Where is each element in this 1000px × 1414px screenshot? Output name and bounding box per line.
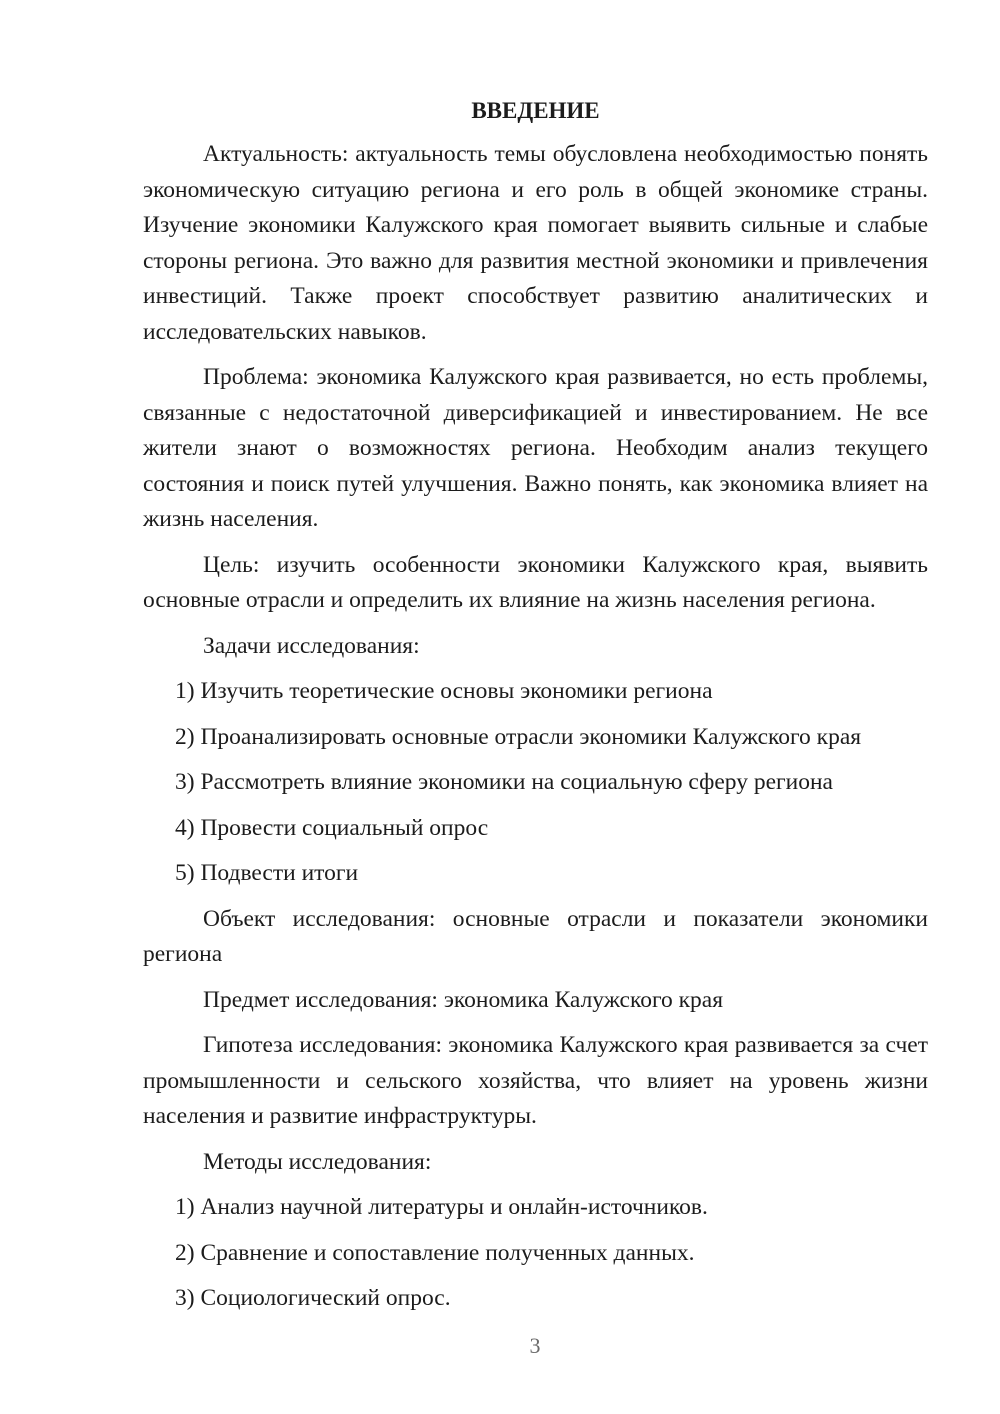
page-title: ВВЕДЕНИЕ xyxy=(471,98,600,123)
methods-heading: Методы исследования: xyxy=(203,1148,432,1175)
method-item: 3) Социологический опрос. xyxy=(175,1285,451,1311)
hypothesis-paragraph: Гипотеза исследования: экономика Калужского края развивается за счет промышленности и сельского хозяйства, что влияет на уровень жизни населения и развитие инфраструктуры. xyxy=(143,1032,928,1129)
page-content xyxy=(143,95,928,1327)
task-item: 4) Провести социальный опрос xyxy=(175,814,489,841)
goal-paragraph: Цель: изучить особенности экономики Калужского края, выявить основные отрасли и определить их влияние на жизнь населения региона. xyxy=(143,551,928,613)
task-item: 2) Проанализировать основные отрасли экономики Калужского края xyxy=(175,723,862,750)
task-item: 5) Подвести итоги xyxy=(175,860,359,886)
task-item: 3) Рассмотреть влияние экономики на социальную сферу региона xyxy=(175,769,833,795)
problem-paragraph: Проблема: экономика Калужского края развивается, но есть проблемы, связанные с недостаточной диверсификацией и инвестированием. Не все жители знают о возможностях региона. Необходим анализ текущего состояния и поиск путей улучшения. Важно понять, как экономика влияет на жизнь населения. xyxy=(143,364,928,532)
relevance-paragraph: Актуальность: актуальность темы обусловлена необходимостью понять экономическую ситуацию региона и его роль в общей экономике страны. Изучение экономики Калужского края помогает выявить сильные и слабые стороны региона. Это важно для развития местной экономики и привлечения инвестиций. Также проект способствует развитию аналитических и исследовательских навыков. xyxy=(143,141,928,345)
tasks-heading: Задачи исследования: xyxy=(203,632,420,659)
task-item: 1) Изучить теоретические основы экономики региона xyxy=(175,678,713,704)
subject-line: Предмет исследования: экономика Калужского края xyxy=(203,986,724,1013)
object-paragraph: Объект исследования: основные отрасли и показатели экономики региона xyxy=(143,905,928,967)
page-number: 3 xyxy=(529,1333,541,1358)
method-item: 1) Анализ научной литературы и онлайн-источников. xyxy=(175,1194,708,1220)
method-item: 2) Сравнение и сопоставление полученных данных. xyxy=(175,1239,695,1266)
